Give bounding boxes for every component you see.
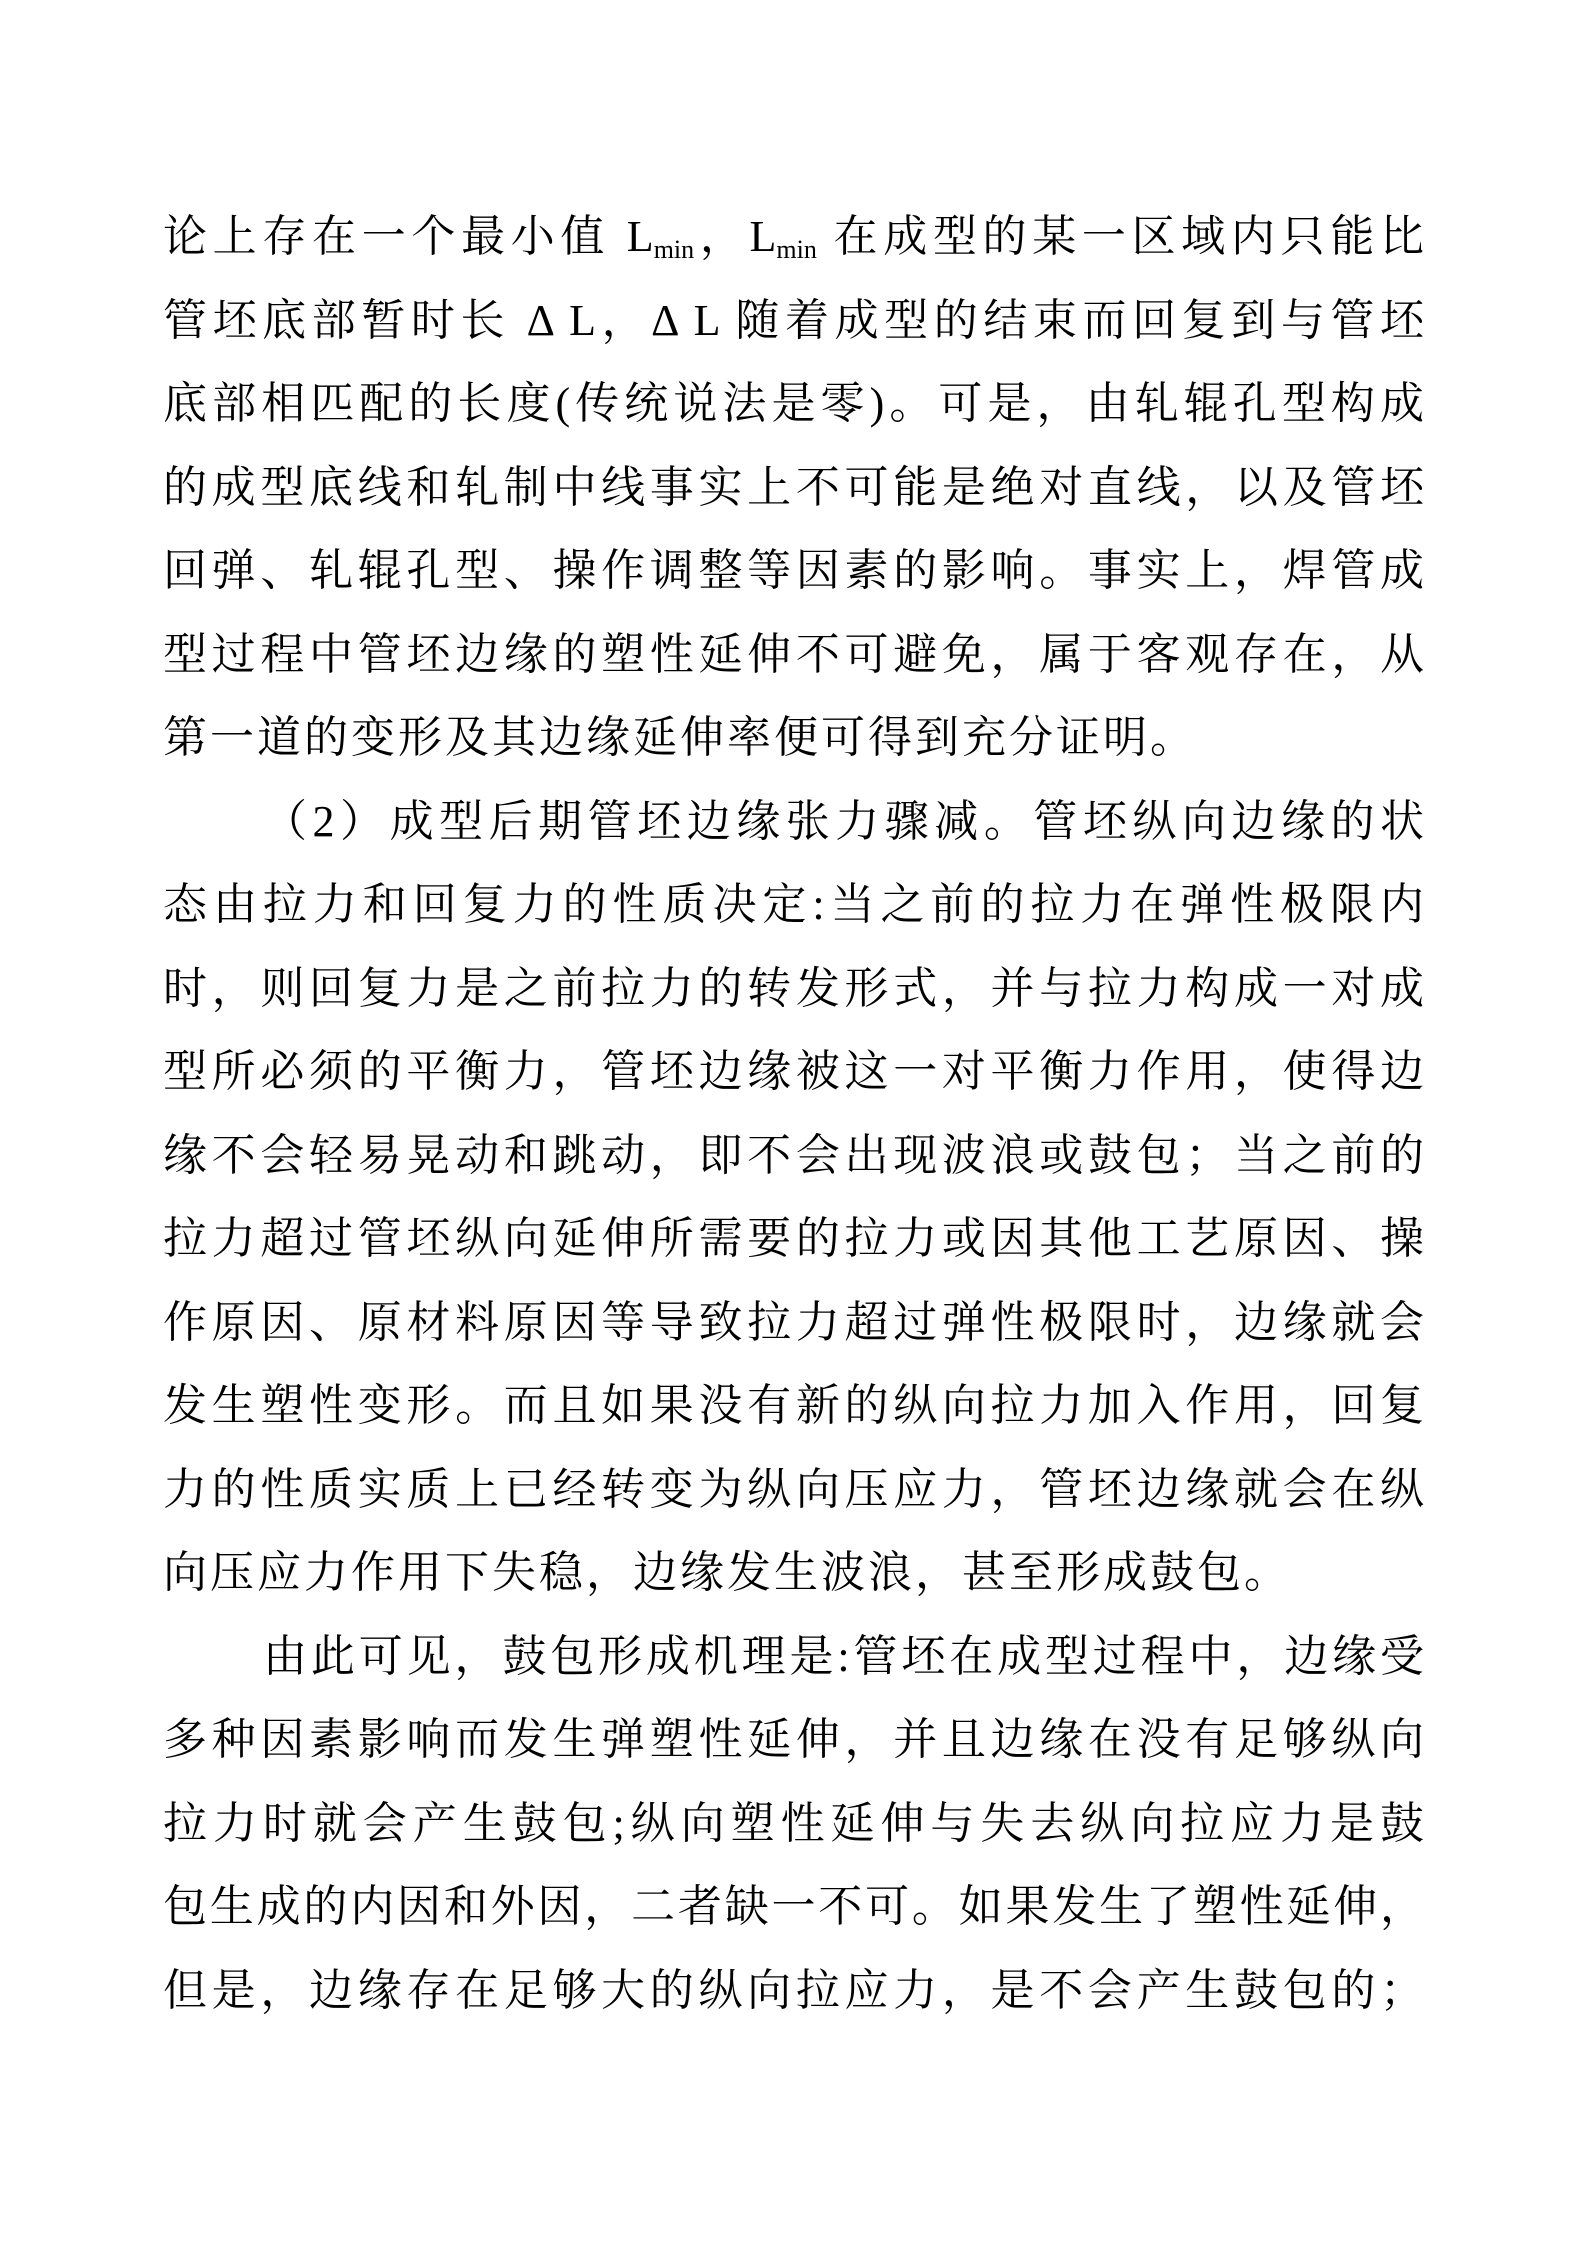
subscript-text: min	[653, 235, 695, 264]
text-line: 缘不会轻易晃动和跳动，即不会出现波浪或鼓包；当之前的	[163, 1130, 1424, 1180]
text-line: 作原因、原材料原因等导致拉力超过弹性极限时，边缘就会	[163, 1297, 1424, 1347]
text-line: （2）成型后期管坯边缘张力骤减。管坯纵向边缘的状	[263, 796, 1424, 846]
text-line: 拉力超过管坯纵向延伸所需要的拉力或因其他工艺原因、操	[163, 1214, 1424, 1263]
body-text	[163, 195, 1424, 2032]
text-line: 发生塑性变形。而且如果没有新的纵向拉力加入作用，回复	[163, 1381, 1424, 1430]
text-line: 时，则回复力是之前拉力的转发形式，并与拉力构成一对成	[163, 963, 1424, 1013]
text-line: 向压应力作用下失稳，边缘发生波浪，甚至形成鼓包。	[163, 1548, 1291, 1597]
text-line: 的成型底线和轧制中线事实上不可能是绝对直线，以及管坯	[163, 462, 1424, 512]
text-line: 管坯底部暂时长 Δ L，Δ L 随着成型的结束而回复到与管坯	[163, 295, 1424, 345]
text-run: ，L	[694, 212, 777, 261]
text-line: 但是，边缘存在足够大的纵向拉应力，是不会产生鼓包的；	[163, 1965, 1424, 2015]
text-line: 型过程中管坯边缘的塑性延伸不可避免，属于客观存在，从	[163, 629, 1424, 679]
text-line: 第一道的变形及其边缘延伸率便可得到充分证明。	[163, 713, 1197, 762]
text-line: 多种因素影响而发生弹塑性延伸，并且边缘在没有足够纵向	[163, 1715, 1424, 1764]
text-line: 包生成的内因和外因，二者缺一不可。如果发生了塑性延伸，	[163, 1882, 1424, 1931]
text-run: 在成型的某一区域内只能比	[816, 212, 1424, 261]
text-line: 底部相匹配的长度(传统说法是零)。可是，由轧辊孔型构成	[163, 379, 1424, 428]
text-line: 力的性质实质上已经转变为纵向压应力，管坯边缘就会在纵	[163, 1464, 1424, 1514]
text-line: 拉力时就会产生鼓包;纵向塑性延伸与失去纵向拉应力是鼓	[163, 1798, 1424, 1848]
subscript-text: min	[776, 235, 817, 264]
text-line: 回弹、轧辊孔型、操作调整等因素的影响。事实上，焊管成	[163, 546, 1424, 595]
text-line: 态由拉力和回复力的性质决定:当之前的拉力在弹性极限内	[163, 880, 1424, 929]
text-line	[163, 195, 1424, 279]
text-line: 型所必须的平衡力，管坯边缘被这一对平衡力作用，使得边	[163, 1047, 1424, 1096]
text-line: 由此可见，鼓包形成机理是:管坯在成型过程中，边缘受	[263, 1631, 1424, 1681]
text-run: 论上存在一个最小值 L	[163, 212, 654, 261]
